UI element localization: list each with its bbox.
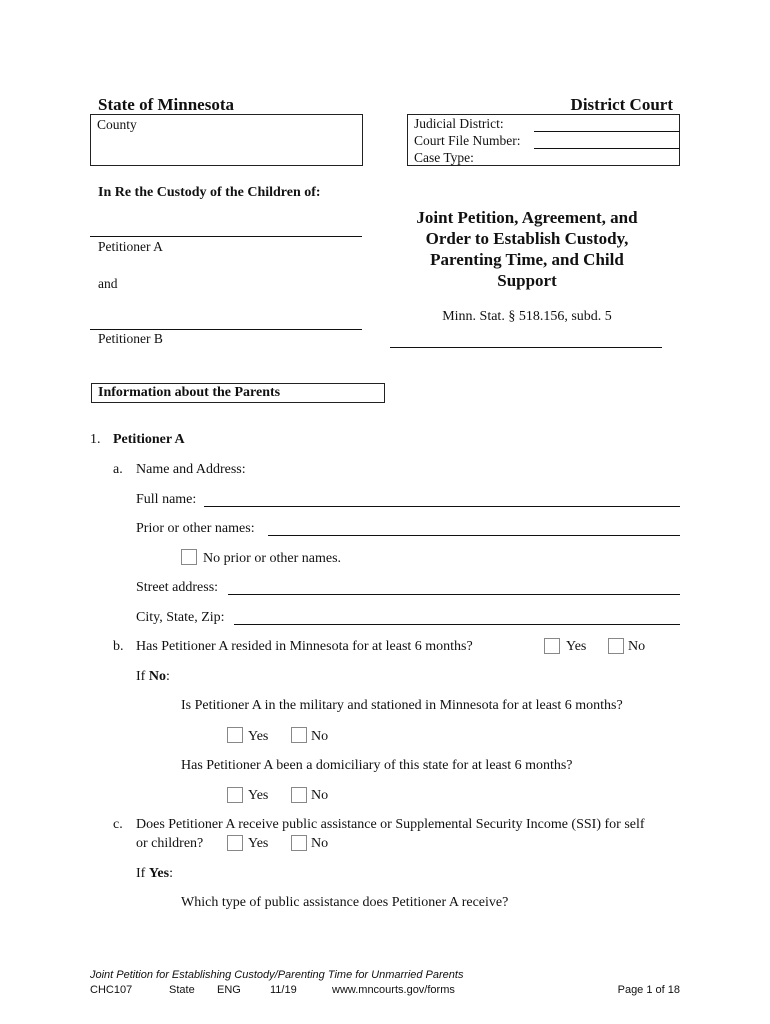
no-prior-names-label: No prior or other names. bbox=[203, 551, 342, 566]
court-heading: District Court bbox=[570, 95, 673, 114]
if-prefix: If bbox=[136, 866, 146, 881]
footer-jurisdiction: State bbox=[169, 984, 195, 996]
if-yes-label bbox=[136, 866, 173, 882]
city-state-zip-label: City, State, Zip: bbox=[136, 610, 225, 625]
section-heading: Information about the Parents bbox=[98, 385, 281, 400]
court-file-number-field[interactable] bbox=[534, 148, 680, 149]
assistance-question-line2: or children? bbox=[136, 836, 204, 851]
title-line: Joint Petition, Agreement, and bbox=[416, 208, 638, 227]
footer-page-number: Page 1 of 18 bbox=[617, 984, 680, 996]
and-caption: and bbox=[98, 276, 118, 291]
residency-yes-checkbox[interactable] bbox=[544, 638, 560, 654]
if-prefix: If bbox=[136, 669, 146, 684]
if-word: No bbox=[148, 669, 166, 684]
assistance-question-line1: Does Petitioner A receive public assistance or Supplemental Security Income (SSI) for self bbox=[136, 817, 645, 832]
yes-label: Yes bbox=[248, 836, 269, 851]
petitioner-a-name-line[interactable] bbox=[90, 236, 362, 237]
assistance-type-question: Which type of public assistance does Petitioner A receive? bbox=[181, 895, 509, 910]
name-address-label: Name and Address: bbox=[136, 462, 246, 477]
domicile-question: Has Petitioner A been a domiciliary of this state for at least 6 months? bbox=[181, 758, 573, 773]
street-address-label: Street address: bbox=[136, 580, 219, 595]
footer-date: 11/19 bbox=[270, 984, 297, 996]
no-label: No bbox=[311, 788, 329, 803]
footer-language: ENG bbox=[217, 984, 241, 996]
case-type-label: Case Type: bbox=[414, 150, 474, 165]
footer-url[interactable]: www.mncourts.gov/forms bbox=[332, 984, 455, 996]
domicile-no-checkbox[interactable] bbox=[291, 787, 307, 803]
military-no-checkbox[interactable] bbox=[291, 727, 307, 743]
petitioner-b-name-line[interactable] bbox=[90, 329, 362, 330]
yes-label: Yes bbox=[248, 729, 269, 744]
petitioner-b-caption: Petitioner B bbox=[98, 331, 163, 346]
in-re-caption: In Re the Custody of the Children of: bbox=[98, 185, 321, 200]
item-heading: Petitioner A bbox=[113, 432, 185, 447]
case-info-box bbox=[407, 114, 680, 166]
sub-letter-b: b. bbox=[113, 639, 124, 654]
sub-letter-c: c. bbox=[113, 817, 123, 832]
footer-form-title: Joint Petition for Establishing Custody/Parenting Time for Unmarried Parents bbox=[90, 969, 464, 981]
yes-label: Yes bbox=[248, 788, 269, 803]
domicile-yes-checkbox[interactable] bbox=[227, 787, 243, 803]
if-no-label bbox=[136, 669, 170, 685]
court-file-number-label: Court File Number: bbox=[414, 133, 521, 148]
if-suffix: : bbox=[165, 669, 170, 684]
petitioner-a-caption: Petitioner A bbox=[98, 239, 163, 254]
residency-no-checkbox[interactable] bbox=[608, 638, 624, 654]
no-label: No bbox=[311, 729, 329, 744]
title-line: Parenting Time, and Child bbox=[430, 250, 624, 269]
title-line: Support bbox=[497, 271, 557, 290]
item-number: 1. bbox=[90, 432, 101, 447]
no-prior-names-checkbox[interactable] bbox=[181, 549, 197, 565]
state-heading: State of Minnesota bbox=[98, 95, 234, 114]
prior-names-label: Prior or other names: bbox=[136, 521, 255, 536]
section-heading-box bbox=[91, 383, 385, 403]
assistance-yes-checkbox[interactable] bbox=[227, 835, 243, 851]
full-name-field[interactable] bbox=[204, 506, 680, 507]
title-line: Order to Establish Custody, bbox=[425, 229, 629, 248]
prior-names-field[interactable] bbox=[268, 535, 680, 536]
footer-form-code: CHC107 bbox=[90, 984, 133, 996]
title-divider bbox=[390, 347, 662, 348]
military-question: Is Petitioner A in the military and stationed in Minnesota for at least 6 months? bbox=[181, 698, 623, 713]
county-label: County bbox=[97, 117, 137, 132]
judicial-district-field[interactable] bbox=[534, 131, 680, 132]
residency-question: Has Petitioner A resided in Minnesota for at least 6 months? bbox=[136, 639, 473, 654]
military-yes-checkbox[interactable] bbox=[227, 727, 243, 743]
sub-letter-a: a. bbox=[113, 462, 123, 477]
no-label: No bbox=[628, 639, 646, 654]
assistance-no-checkbox[interactable] bbox=[291, 835, 307, 851]
county-box[interactable] bbox=[90, 114, 363, 166]
no-label: No bbox=[311, 836, 329, 851]
full-name-label: Full name: bbox=[136, 492, 197, 507]
form-title bbox=[392, 207, 662, 291]
yes-label: Yes bbox=[566, 639, 587, 654]
if-word: Yes bbox=[148, 866, 170, 881]
city-state-zip-field[interactable] bbox=[234, 624, 680, 625]
if-suffix: : bbox=[169, 866, 173, 881]
judicial-district-label: Judicial District: bbox=[414, 116, 504, 131]
street-address-field[interactable] bbox=[228, 594, 680, 595]
statute-citation: Minn. Stat. § 518.156, subd. 5 bbox=[442, 309, 612, 324]
